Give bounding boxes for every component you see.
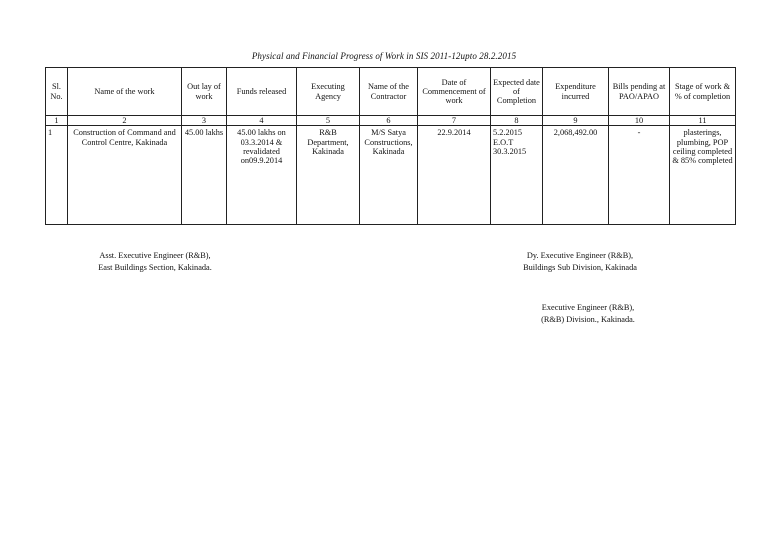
header-executing-agency: Executing Agency [297,68,360,116]
header-bills-pending: Bills pending at PAO/APAO [609,68,670,116]
header-funds-released: Funds released [227,68,297,116]
column-number-row [46,116,736,126]
column-number: 4 [227,116,297,126]
cell-expenditure: 2,068,492.00 [543,126,609,225]
document-title: Physical and Financial Progress of Work in SIS 2011-12upto 28.2.2015 [251,51,517,61]
signature-line: Dy. Executive Engineer (R&B), [526,251,634,260]
header-date-commencement: Date of Commencement of work [418,68,491,116]
cell-sl-no: 1 [46,126,68,225]
column-number: 11 [670,116,736,126]
cell-expected-completion: 5.2.2015 E.O.T 30.3.2015 [491,126,543,225]
signature-line: Asst. Executive Engineer (R&B), [99,251,211,260]
signature-dy-executive-engineer [495,250,665,274]
signature-asst-executive-engineer [70,250,240,274]
column-number: 5 [297,116,360,126]
table-header-row [46,68,736,116]
cell-contractor: M/S Satya Constructions, Kakinada [360,126,418,225]
cell-name-of-work: Construction of Command and Control Centre, Kakinada [68,126,182,225]
column-number: 7 [418,116,491,126]
progress-table [45,67,736,225]
header-stage: Stage of work & % of completion [670,68,736,116]
cell-bills-pending: - [609,126,670,225]
signature-line: Buildings Sub Division, Kakinada [523,263,637,273]
column-number: 3 [182,116,227,126]
header-sl-no: Sl. No. [46,68,68,116]
header-expenditure: Expenditure incurred [543,68,609,116]
header-outlay: Out lay of work [182,68,227,116]
column-number: 2 [68,116,182,126]
signature-line: (R&B) Division., Kakinada. [541,315,635,325]
signature-line: East Buildings Section, Kakinada. [98,263,212,273]
column-number: 6 [360,116,418,126]
signature-line: Executive Engineer (R&B), [541,303,635,312]
column-number: 8 [491,116,543,126]
column-number: 10 [609,116,670,126]
cell-stage: plasterings, plumbing, POP ceiling completed & 85% completed [670,126,736,225]
cell-date-commencement: 22.9.2014 [418,126,491,225]
table-row [46,126,736,225]
cell-executing-agency: R&B Department, Kakinada [297,126,360,225]
header-contractor: Name of the Contractor [360,68,418,116]
column-number: 9 [543,116,609,126]
cell-funds-released: 45.00 lakhs on 03.3.2014 & revalidated on09.9.2014 [227,126,297,225]
signature-executive-engineer [503,302,673,326]
cell-outlay: 45.00 lakhs [182,126,227,225]
column-number: 1 [46,116,68,126]
header-name-of-work: Name of the work [68,68,182,116]
header-expected-completion: Expected date of Completion [491,68,543,116]
